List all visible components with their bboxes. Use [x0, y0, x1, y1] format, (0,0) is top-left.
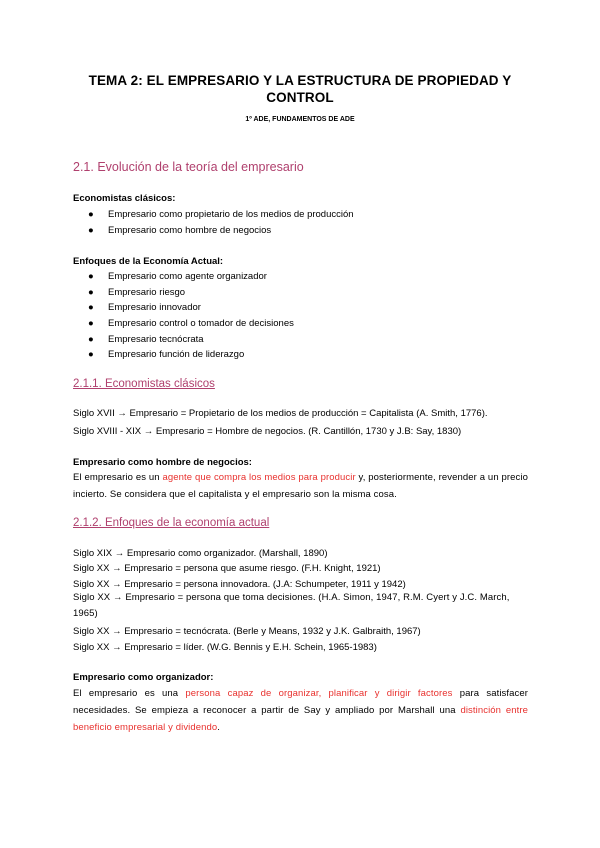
history-line: Siglo XX → Empresario = persona que toma decisiones. (H.A. Simon, 1947, R.M. Cyert y J.C. March, 1965)	[73, 592, 510, 619]
document-subtitle: 1º ADE, FUNDAMENTOS DE ADE	[245, 116, 355, 123]
history-line: Siglo XX → Empresario = persona innovadora. (J.A: Schumpeter, 1911 y 1942)	[73, 579, 406, 590]
list-item-text: Empresario tecnócrata	[108, 333, 204, 345]
list-item	[88, 269, 294, 285]
bullet-icon: ●	[88, 349, 94, 361]
history-line: Siglo XVII → Empresario = Propietario de los medios de producción = Capitalista (A. Smith, 1776).	[73, 408, 488, 419]
list-item-text: Empresario riesgo	[108, 286, 186, 298]
history-line: Siglo XX → Empresario = líder. (W.G. Bennis y E.H. Schein, 1965-1983)	[73, 642, 377, 653]
bullet-icon: ●	[88, 224, 94, 236]
history-line: Siglo XX → Empresario = persona que asume riesgo. (F.H. Knight, 1921)	[73, 563, 381, 574]
list-item	[88, 223, 354, 239]
paragraph-text: El empresario es un	[73, 472, 163, 483]
highlighted-text: persona capaz de organizar, planificar y dirigir factores	[185, 688, 453, 699]
list-item	[88, 332, 294, 348]
paragraph-organizador	[73, 685, 528, 736]
list-item	[88, 285, 294, 301]
label-organizador: Empresario como organizador:	[73, 672, 214, 683]
list-economistas-clasicos	[88, 207, 354, 238]
paragraph-text: para satisfacer necesidades. Se empieza a reconocer a partir de Say y ampliado por Marshall una	[73, 688, 529, 716]
list-item-text: Empresario como propietario de los medios de producción	[108, 209, 354, 220]
list-item	[88, 316, 294, 332]
bullet-icon: ●	[88, 209, 94, 220]
history-line: Siglo XX → Empresario = tecnócrata. (Berle y Means, 1932 y J.K. Galbraith, 1967)	[73, 626, 421, 637]
list-item-text: Empresario control o tomador de decisiones	[108, 318, 294, 330]
list-enfoques-actual	[88, 269, 294, 363]
list-item-text: Empresario función de liderazgo	[108, 349, 245, 361]
list-item	[88, 207, 354, 223]
paragraph-text: .	[217, 722, 221, 733]
heading-2-1: 2.1. Evolución de la teoría del empresario	[73, 160, 304, 174]
list-item	[88, 347, 294, 363]
heading-2-1-2: 2.1.2. Enfoques de la economía actual	[73, 517, 270, 529]
label-hombre-negocios: Empresario como hombre de negocios:	[73, 457, 252, 468]
paragraph-hombre-negocios	[73, 469, 528, 503]
bullet-icon: ●	[88, 318, 94, 330]
paragraph-text: El empresario es una	[73, 688, 186, 699]
list-item-text: Empresario como hombre de negocios	[108, 224, 272, 236]
history-line: Siglo XVIII - XIX → Empresario = Hombre de negocios. (R. Cantillón, 1730 y J.B: Say, 1830)	[73, 426, 462, 437]
bullet-icon: ●	[88, 302, 94, 314]
highlighted-text: distinción entre beneficio empresarial y dividendo	[73, 705, 529, 733]
bullet-icon: ●	[88, 271, 94, 282]
list-item	[88, 300, 294, 316]
highlighted-text: agente que compra los medios para producir	[162, 472, 356, 483]
bullet-icon: ●	[88, 333, 94, 345]
heading-2-1-1: 2.1.1. Economistas clásicos	[73, 378, 215, 390]
history-line: Siglo XIX → Empresario como organizador. (Marshall, 1890)	[73, 548, 328, 559]
label-economistas-clasicos: Economistas clásicos:	[73, 193, 176, 204]
paragraph-text: y, posteriormente, revender a un precio incierto. Se considera que el capitalista y el empresario son la misma cosa.	[73, 472, 528, 500]
bullet-icon: ●	[88, 286, 94, 298]
document-title: TEMA 2: EL EMPRESARIO Y LA ESTRUCTURA DE PROPIEDAD Y CONTROL	[88, 73, 512, 105]
list-item-text: Empresario como agente organizador	[108, 271, 267, 282]
list-item-text: Empresario innovador	[108, 302, 201, 314]
label-enfoques-actual: Enfoques de la Economía Actual:	[73, 256, 224, 267]
